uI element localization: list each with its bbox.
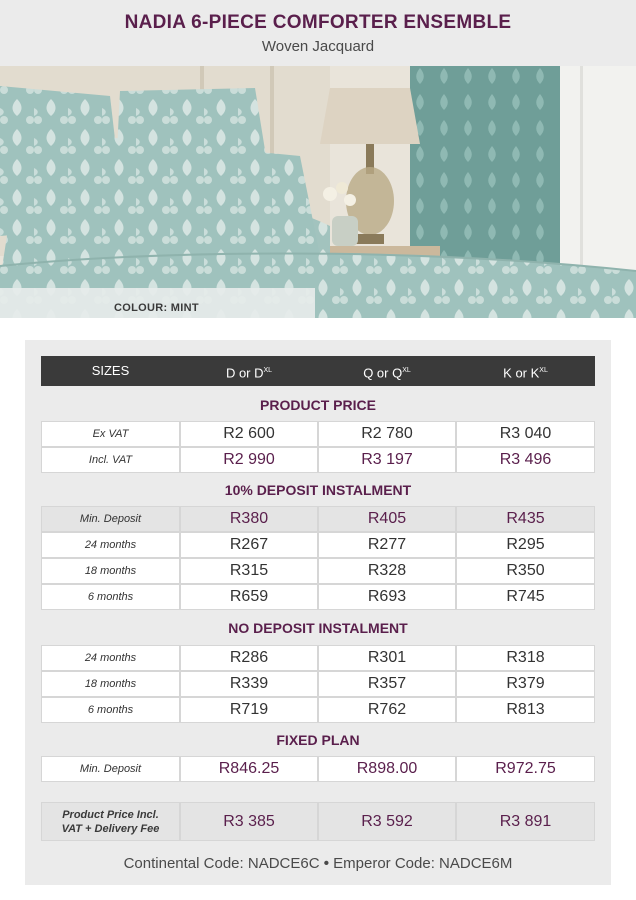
- price-cell: R2 780: [318, 421, 456, 447]
- price-cell: R405: [318, 506, 456, 532]
- section-title-no-deposit-instalment: NO DEPOSIT INSTALMENT: [228, 620, 408, 636]
- page-header: [0, 0, 636, 66]
- price-cell: R379: [456, 671, 595, 697]
- total-price-cell: R3 385: [180, 802, 318, 841]
- price-cell: R762: [318, 697, 456, 723]
- price-cell: R813: [456, 697, 595, 723]
- total-label-line: Product Price Incl.: [62, 809, 159, 821]
- price-cell: R659: [180, 584, 318, 610]
- price-cell: R2 600: [180, 421, 318, 447]
- product-photo: [0, 66, 636, 318]
- table-row: [41, 756, 595, 782]
- column-header-queen: [318, 356, 456, 386]
- row-label: 24 months: [41, 645, 180, 671]
- price-cell: R3 040: [456, 421, 595, 447]
- colour-label: COLOUR: MINT: [114, 302, 199, 314]
- column-header-double: [180, 356, 318, 386]
- price-cell: R267: [180, 532, 318, 558]
- table-row: [41, 447, 595, 473]
- row-label: Min. Deposit: [41, 756, 180, 782]
- table-row: [41, 558, 595, 584]
- price-cell: R357: [318, 671, 456, 697]
- total-price-cell: R3 592: [318, 802, 456, 841]
- section-title-product-price: PRODUCT PRICE: [260, 397, 376, 413]
- price-cell: R286: [180, 645, 318, 671]
- table-row: [41, 697, 595, 723]
- price-cell: R2 990: [180, 447, 318, 473]
- price-cell: R380: [180, 506, 318, 532]
- product-codes: [25, 855, 611, 872]
- price-cell: R3 197: [318, 447, 456, 473]
- price-cell: R328: [318, 558, 456, 584]
- row-label: 18 months: [41, 558, 180, 584]
- table-row: [41, 645, 595, 671]
- total-price-row: [41, 802, 595, 841]
- row-label: Ex VAT: [41, 421, 180, 447]
- total-label-line: VAT + Delivery Fee: [61, 823, 160, 835]
- table-row: [41, 506, 595, 532]
- continental-code: NADCE6C: [247, 855, 320, 872]
- column-header-superscript: XL: [402, 367, 411, 374]
- price-cell: R435: [456, 506, 595, 532]
- code-separator: •: [323, 855, 329, 872]
- row-label: 24 months: [41, 532, 180, 558]
- price-cell: R295: [456, 532, 595, 558]
- section-title-fixed-plan: FIXED PLAN: [276, 732, 360, 748]
- column-header-sizes: [41, 356, 180, 386]
- table-row: [41, 532, 595, 558]
- row-label: 6 months: [41, 697, 180, 723]
- row-label: 6 months: [41, 584, 180, 610]
- table-row: [41, 584, 595, 610]
- price-cell: R719: [180, 697, 318, 723]
- total-price-cell: R3 891: [456, 802, 595, 841]
- table-header: [41, 356, 595, 386]
- price-cell: R350: [456, 558, 595, 584]
- emperor-code-label: Emperor Code:: [333, 855, 435, 872]
- table-row: [41, 671, 595, 697]
- column-header-text: Q or Q: [363, 365, 403, 381]
- price-cell: R277: [318, 532, 456, 558]
- product-title: NADIA 6-PIECE COMFORTER ENSEMBLE: [124, 12, 512, 33]
- row-label: 18 months: [41, 671, 180, 697]
- bedroom-illustration: [0, 66, 636, 318]
- emperor-code: NADCE6M: [439, 855, 513, 872]
- row-label: Min. Deposit: [41, 506, 180, 532]
- table-row: [41, 421, 595, 447]
- column-header-superscript: XL: [263, 367, 273, 374]
- column-header-superscript: XL: [539, 367, 548, 374]
- price-cell: R318: [456, 645, 595, 671]
- section-title-deposit-instalment: 10% DEPOSIT INSTALMENT: [224, 482, 412, 498]
- price-cell: R745: [456, 584, 595, 610]
- column-header-king: [456, 356, 595, 386]
- price-cell: R339: [180, 671, 318, 697]
- price-cell: R315: [180, 558, 318, 584]
- continental-code-label: Continental Code:: [123, 855, 244, 872]
- row-label: Incl. VAT: [41, 447, 180, 473]
- price-cell: R898.00: [318, 756, 456, 782]
- column-header-text: K or K: [503, 365, 540, 381]
- price-cell: R846.25: [180, 756, 318, 782]
- column-header-text: D or D: [225, 365, 264, 381]
- total-label: [41, 802, 180, 841]
- product-subtitle: Woven Jacquard: [261, 38, 375, 55]
- price-cell: R693: [318, 584, 456, 610]
- price-cell: R301: [318, 645, 456, 671]
- price-cell: R3 496: [456, 447, 595, 473]
- price-cell: R972.75: [456, 756, 595, 782]
- column-header-text: SIZES: [91, 363, 130, 378]
